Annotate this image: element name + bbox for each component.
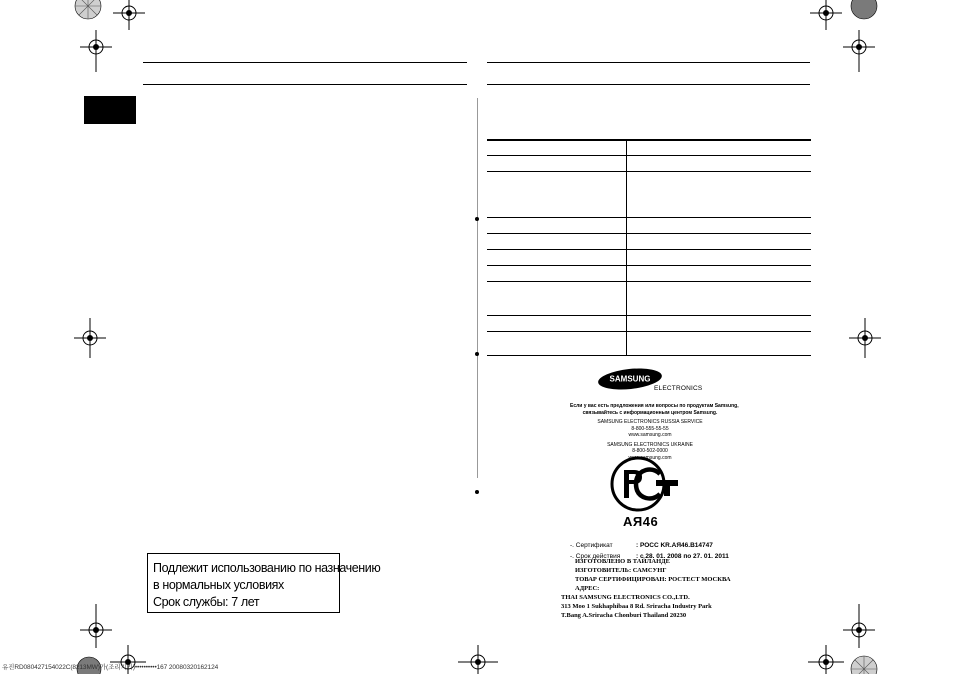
fold-bullet-icon <box>475 352 479 356</box>
certificate-label: -. Сертификат <box>570 542 613 549</box>
certificate-value: : РОСС KR.АЯ46.B14747 <box>636 542 713 549</box>
electronics-label: ELECTRONICS <box>654 385 703 392</box>
ukraine-service-phone: 8-800-502-0000 <box>632 448 668 454</box>
center-fold-line <box>477 98 478 478</box>
notice-line: в нормальных условиях <box>153 578 284 592</box>
calibration-disc-icon <box>850 0 878 22</box>
left-page-header-rule <box>143 84 467 85</box>
spec-table-column-divider <box>626 139 627 355</box>
contact-intro-line: Если у вас есть предложения или вопросы по продуктам Samsung, <box>570 403 739 409</box>
spec-table-row-rule <box>487 331 811 332</box>
print-info-footer: 유진RD080427154022C(8213MW)가(조리기기)••••••••••167 20080320162124 <box>2 664 219 671</box>
ukraine-service-name: SAMSUNG ELECTRONICS UKRAINE <box>607 441 693 448</box>
registration-mark-icon <box>458 645 498 674</box>
spec-table-row-rule <box>487 171 811 172</box>
address-line: T.Bang A.Sriracha Chonburi Thailand 20230 <box>561 612 687 619</box>
contact-block <box>570 403 739 461</box>
manufacturer-line: ИЗГОТОВИТЕЛЬ: САМСУНГ <box>575 567 667 574</box>
address-line: 313 Moo 1 Sukhaphibaa 8 Rd. Sriracha Industry Park <box>561 603 712 610</box>
registration-mark-icon <box>843 30 875 72</box>
spec-table-row-rule <box>487 217 811 218</box>
validity-value: : с 28. 01. 2008 по 27. 01. 2011 <box>636 553 729 560</box>
notice-line: Подлежит использованию по назначению <box>153 561 381 575</box>
registration-mark-icon <box>113 0 145 30</box>
registration-mark-icon <box>843 604 875 648</box>
address-line: THAI SAMSUNG ELECTRONICS CO.,LTD. <box>561 594 690 601</box>
left-page-top-rule <box>143 62 467 63</box>
spec-table-row-rule <box>487 315 811 316</box>
certified-by-line: ТОВАР СЕРТИФИЦИРОВАН: РОСТЕСТ МОСКВА <box>575 576 731 583</box>
registration-mark-icon <box>80 604 112 648</box>
validity-label: -. Срок действия <box>570 553 621 560</box>
made-in-line: ИЗГОТОВЛЕНО В ТАЙЛАНДЕ <box>575 558 670 565</box>
spec-table-row-rule <box>487 155 811 156</box>
right-page-header-rule <box>487 84 810 85</box>
address-block <box>561 593 712 620</box>
registration-mark-icon <box>808 645 844 674</box>
samsung-logo-text: SAMSUNG <box>609 374 651 384</box>
russia-service-phone: 8-800-555-55-55 <box>631 425 669 432</box>
registration-mark-icon <box>810 0 842 30</box>
spec-table-row-rule <box>487 265 811 266</box>
registration-mark-icon <box>74 318 106 358</box>
registration-mark-icon <box>80 30 112 72</box>
language-tab <box>84 96 136 124</box>
registration-mark-icon <box>849 318 881 358</box>
spec-table-header-rule <box>487 139 811 141</box>
service-life-notice <box>147 553 381 613</box>
calibration-disc-icon <box>850 655 878 674</box>
spec-table-row-rule <box>487 281 811 282</box>
notice-line: Срок службы: 7 лет <box>153 595 260 609</box>
russia-service-web: www.samsung.com <box>628 432 672 438</box>
pct-certification-mark-icon <box>610 456 680 512</box>
manufacturer-block <box>575 557 731 593</box>
calibration-disc-icon <box>74 0 102 22</box>
address-label: АДРЕС: <box>575 585 600 592</box>
right-page-top-rule <box>487 62 810 63</box>
spec-table-row-rule <box>487 233 811 234</box>
spec-table-bottom-rule <box>487 355 811 356</box>
certification-mark-code: АЯ46 <box>623 514 659 529</box>
russia-service-name: SAMSUNG ELECTRONICS RUSSIA SERVICE <box>597 419 703 425</box>
contact-intro-line: связывайтесь с информационным центром Samsung. <box>582 409 718 416</box>
fold-bullet-icon <box>475 490 479 494</box>
fold-bullet-icon <box>475 217 479 221</box>
ukraine-service-web: www.samsung.com <box>628 454 672 461</box>
spec-table-row-rule <box>487 249 811 250</box>
